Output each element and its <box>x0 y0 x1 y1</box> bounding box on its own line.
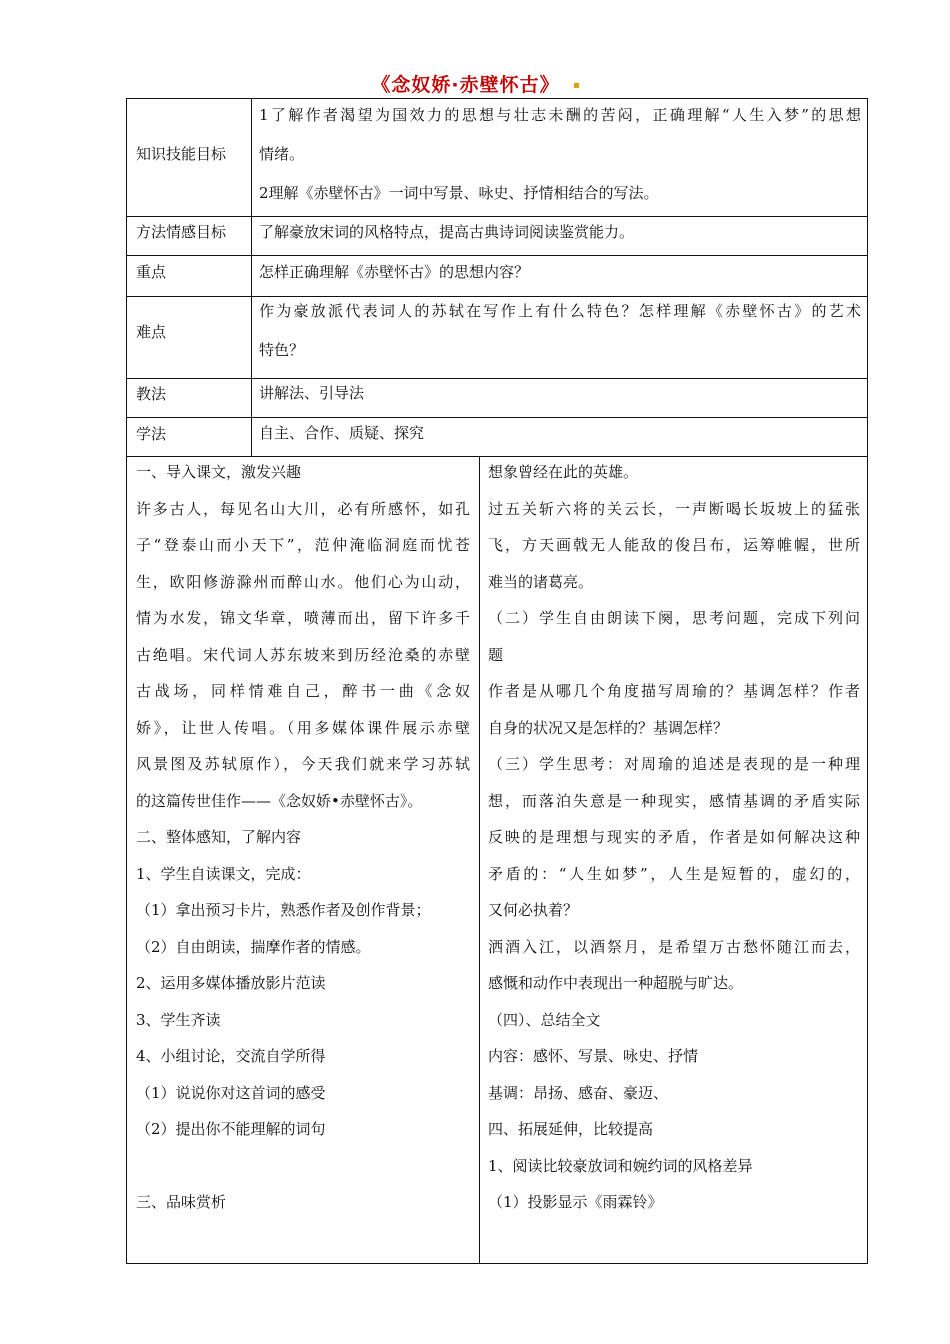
paragraph-line: 作者是从哪几个角度描写周瑜的？基调怎样？作者 <box>488 682 860 700</box>
row-label-teaching-method: 教法 <box>136 385 167 403</box>
content-line: 作为豪放派代表词人的苏轼在写作上有什么特色？怎样理解《赤壁怀古》的艺术 <box>259 302 861 320</box>
paragraph-line: 过五关斩六将的关云长，一声断喝长坂坡上的猛张 <box>488 499 860 518</box>
paragraph-line: 三、品味赏析 <box>136 1193 227 1211</box>
paragraph-line: 洒酒入江，以酒祭月，是希望万古愁怀随江而去， <box>488 937 860 956</box>
paragraph-line: 二、整体感知，了解内容 <box>136 828 302 846</box>
content-line: 自主、合作、质疑、探究 <box>259 424 425 442</box>
row-label-key-point: 重点 <box>136 263 167 281</box>
paragraph-line: 一、导入课文，激发兴趣 <box>136 463 302 481</box>
paragraph-line: 古战场，同样情难自己，醉书一曲《念奴 <box>136 682 470 700</box>
content-line: 怎样正确理解《赤壁怀古》的思想内容？ <box>259 263 530 281</box>
label-column-divider <box>251 98 252 456</box>
paragraph-line: 感慨和动作中表现出一种超脱与旷达。 <box>488 974 744 992</box>
paragraph-line: （三）学生思考：对周瑜的追述是表现的是一种理 <box>488 755 860 773</box>
paragraph-line: 自身的状况又是怎样的？基调怎样？ <box>488 718 729 737</box>
row-content-key-point <box>259 253 861 292</box>
row-content-knowledge-goal <box>259 96 861 213</box>
paragraph-line: 2、运用多媒体播放影片范读 <box>136 974 326 992</box>
paragraph-line: （二）学生自由朗读下阕，思考问题，完成下列问 <box>488 609 860 627</box>
row-content-difficulty <box>259 292 861 370</box>
paragraph-line: （1）说说你对这首词的感受 <box>136 1083 326 1102</box>
paragraph-line: （1）拿出预习卡片，熟悉作者及创作背景； <box>136 901 431 919</box>
paragraph-line: 飞，方天画戟无人能敌的俊吕布，运筹帷幄，世所 <box>488 536 860 554</box>
content-line: 1了解作者渴望为国效力的思想与壮志未酬的苦闷，正确理解“人生入梦”的思想 <box>259 106 861 124</box>
paragraph-line: 矛盾的：“人生如梦”，人生是短暂的，虚幻的， <box>488 864 860 883</box>
paragraph-line: 古绝唱。宋代词人苏东坡来到历经沧桑的赤壁 <box>136 645 470 664</box>
paragraph-line: 难当的诸葛亮。 <box>488 572 594 591</box>
content-line: 2理解《赤壁怀古》一词中写景、咏史、抒情相结合的写法。 <box>259 184 659 202</box>
content-line: 了解豪放宋词的风格特点，提高古典诗词阅读鉴赏能力。 <box>259 223 635 241</box>
paragraph-line: 情为水发，锦文华章，喷薄而出，留下许多千 <box>136 609 470 627</box>
document-title <box>0 70 950 97</box>
paragraph-line: 娇》，让世人传唱。（用多媒体课件展示赤壁 <box>136 718 470 737</box>
paragraph-line: （1）投影显示《雨霖铃》 <box>488 1193 663 1211</box>
paragraph-line: （2）自由朗读，揣摩作者的情感。 <box>136 937 371 956</box>
paragraph-line: 基调：昂扬、感奋、豪迈、 <box>488 1083 669 1102</box>
title-text: 《念奴娇·赤壁怀古》 <box>371 74 560 96</box>
paragraph-line: （2）提出你不能理解的词句 <box>136 1120 326 1138</box>
right-column <box>488 454 860 1221</box>
content-line: 特色？ <box>259 341 305 359</box>
paragraph-line: 3、学生齐读 <box>136 1010 221 1029</box>
paragraph-line: 生，欧阳修游滁州而醉山水。他们心为山动， <box>136 572 470 591</box>
paragraph-line: 想，而落泊失意是一种现实，感情基调的矛盾实际 <box>488 791 860 810</box>
paragraph-line: 4、小组讨论，交流自学所得 <box>136 1047 326 1065</box>
paragraph-line: 题 <box>488 645 504 664</box>
paragraph-line: 内容：感怀、写景、咏史、抒情 <box>488 1047 699 1065</box>
row-label-learning-method: 学法 <box>136 425 167 443</box>
row-label-method-goal: 方法情感目标 <box>136 223 227 241</box>
content-line: 情绪。 <box>259 145 305 163</box>
paragraph-line <box>136 1148 470 1185</box>
paragraph-line: 风景图及苏轼原作），今天我们就来学习苏轼 <box>136 755 470 773</box>
marker-icon <box>574 83 579 88</box>
left-column <box>136 454 470 1221</box>
row-content-method-goal <box>259 213 861 252</box>
row-content-learning-method <box>259 414 861 453</box>
content-column-divider <box>479 456 480 1264</box>
paragraph-line: （四）、总结全文 <box>488 1010 601 1029</box>
paragraph-line: 子“登泰山而小天下”，范仲淹临洞庭而忧苍 <box>136 536 470 554</box>
paragraph-line: 的这篇传世佳作——《念奴娇•赤壁怀古》。 <box>136 791 423 810</box>
paragraph-line: 反映的是理想与现实的矛盾，作者是如何解决这种 <box>488 828 860 846</box>
row-label-knowledge-goal: 知识技能目标 <box>136 145 227 163</box>
row-content-teaching-method <box>259 374 861 413</box>
paragraph-line: 许多古人，每见名山大川，必有所感怀，如孔 <box>136 499 470 518</box>
content-line: 讲解法、引导法 <box>259 384 365 402</box>
paragraph-line: 1、学生自读课文，完成： <box>136 864 311 883</box>
row-label-difficulty: 难点 <box>136 323 167 341</box>
paragraph-line: 四、拓展延伸，比较提高 <box>488 1120 654 1138</box>
paragraph-line: 1、阅读比较豪放词和婉约词的风格差异 <box>488 1156 753 1175</box>
paragraph-line: 想象曾经在此的英雄。 <box>488 463 639 481</box>
paragraph-line: 又何必执着？ <box>488 901 579 919</box>
